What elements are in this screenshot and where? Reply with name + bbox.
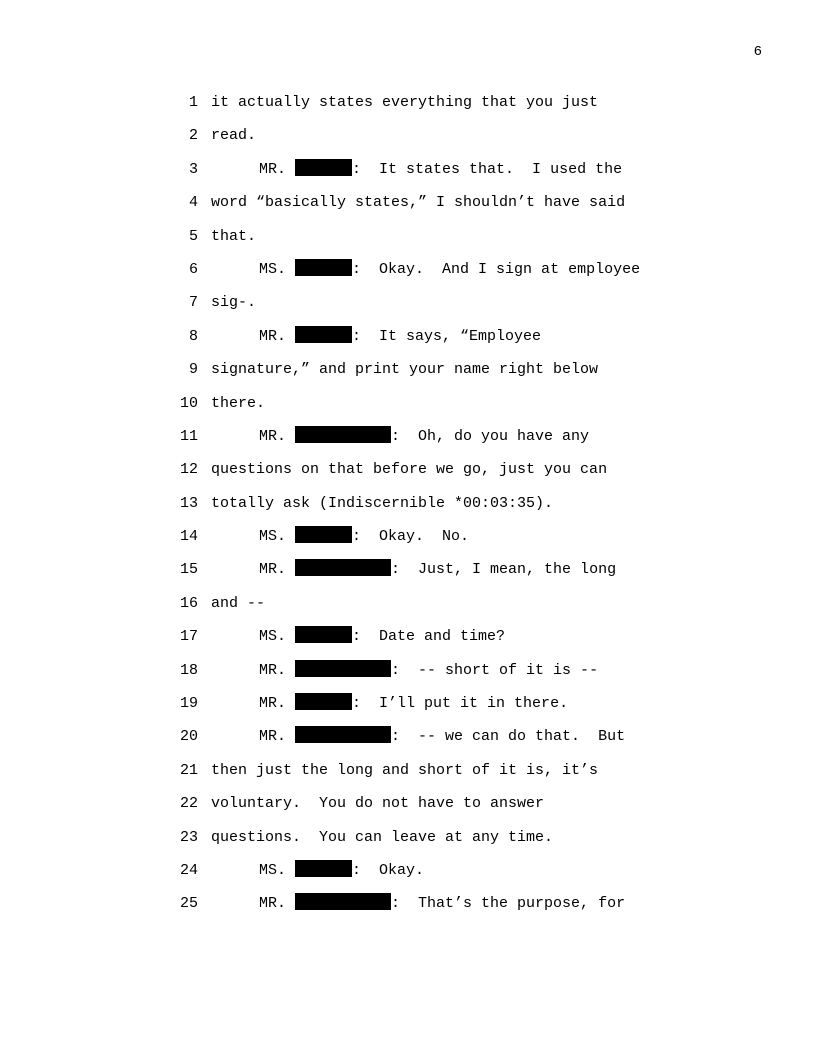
- redacted-name-block: [295, 726, 391, 743]
- line-number: 13: [179, 494, 198, 512]
- spoken-text: voluntary. You do not have to answer: [211, 795, 545, 813]
- speaker-line-text: [211, 626, 505, 648]
- transcript-line: [0, 493, 816, 526]
- line-text: [211, 192, 625, 214]
- spoken-text: : Date and time?: [352, 628, 506, 646]
- spoken-text: : -- short of it is --: [391, 661, 599, 679]
- transcript-line: [0, 860, 816, 893]
- line-number: 24: [179, 861, 198, 879]
- spoken-text: : Just, I mean, the long: [391, 561, 617, 579]
- line-number: 25: [179, 895, 198, 913]
- line-text: [211, 359, 598, 381]
- redacted-name-block: [295, 259, 352, 276]
- transcript-line: [0, 526, 816, 559]
- speaker-title: MR.: [259, 661, 287, 679]
- speaker-line-text: [211, 726, 625, 748]
- transcript-line: [0, 359, 816, 392]
- speaker-line-text: [211, 893, 625, 915]
- line-number: 22: [179, 795, 198, 813]
- speaker-line-text: [211, 559, 616, 581]
- spoken-text: there.: [211, 394, 266, 412]
- line-number: 10: [179, 394, 198, 412]
- spoken-text: word “basically states,” I shouldn’t have said: [211, 194, 626, 212]
- redacted-name-block: [295, 159, 352, 176]
- transcript-line: [0, 292, 816, 325]
- speaker-line-text: [211, 860, 424, 882]
- spoken-text: read.: [211, 127, 257, 145]
- line-text: [211, 493, 553, 515]
- speaker-title: MS.: [259, 528, 287, 546]
- speaker-title: MR.: [259, 695, 287, 713]
- speaker-line-text: [211, 159, 622, 181]
- transcript-line: [0, 159, 816, 192]
- speaker-title: MS.: [259, 628, 287, 646]
- spoken-text: that.: [211, 227, 257, 245]
- speaker-line-text: [211, 660, 598, 682]
- spoken-text: then just the long and short of it is, it’s: [211, 761, 599, 779]
- transcript-line: [0, 559, 816, 592]
- spoken-text: and --: [211, 594, 266, 612]
- spoken-text: sig-.: [211, 294, 257, 312]
- line-number: 3: [188, 160, 198, 178]
- transcript-line: [0, 793, 816, 826]
- line-text: [211, 827, 553, 849]
- transcript-line: [0, 660, 816, 693]
- line-number: 9: [188, 361, 198, 379]
- transcript-line: [0, 92, 816, 125]
- speaker-line-text: [211, 426, 589, 448]
- spoken-text: it actually states everything that you just: [211, 94, 599, 111]
- speaker-title: MS.: [259, 861, 287, 879]
- speaker-title: MR.: [259, 327, 287, 345]
- redacted-name-block: [295, 660, 391, 677]
- line-text: [211, 125, 256, 147]
- transcript-body: [0, 92, 816, 927]
- speaker-line-text: [211, 693, 568, 715]
- speaker-title: MS.: [259, 260, 287, 278]
- spoken-text: : It says, “Employee: [352, 327, 542, 345]
- spoken-text: totally ask (Indiscernible *00:03:35).: [211, 494, 554, 512]
- speaker-title: MR.: [259, 160, 287, 178]
- transcript-line: [0, 693, 816, 726]
- line-number: 7: [188, 294, 198, 312]
- speaker-line-text: [211, 259, 640, 281]
- transcript-line: [0, 726, 816, 759]
- spoken-text: : Okay. No.: [352, 528, 470, 546]
- line-text: [211, 593, 265, 615]
- line-number: 6: [188, 260, 198, 278]
- spoken-text: : I’ll put it in there.: [352, 695, 569, 713]
- redacted-name-block: [295, 860, 352, 877]
- transcript-line: [0, 760, 816, 793]
- speaker-title: MR.: [259, 728, 287, 746]
- line-number: 16: [179, 594, 198, 612]
- speaker-title: MR.: [259, 895, 287, 913]
- spoken-text: : Okay.: [352, 861, 425, 879]
- line-number: 11: [179, 427, 198, 445]
- transcript-line: [0, 259, 816, 292]
- transcript-line: [0, 426, 816, 459]
- transcript-line: [0, 626, 816, 659]
- line-number: 17: [179, 628, 198, 646]
- spoken-text: : Oh, do you have any: [391, 427, 590, 445]
- spoken-text: : Okay. And I sign at employee: [352, 260, 641, 278]
- spoken-text: questions on that before we go, just you can: [211, 461, 608, 479]
- speaker-title: MR.: [259, 427, 287, 445]
- line-text: [211, 459, 607, 481]
- line-number: 14: [179, 528, 198, 546]
- line-text: [211, 393, 265, 415]
- line-number: 21: [179, 761, 198, 779]
- redacted-name-block: [295, 426, 391, 443]
- line-number: 1: [188, 94, 198, 111]
- line-text: [211, 793, 544, 815]
- transcript-line: [0, 192, 816, 225]
- spoken-text: questions. You can leave at any time.: [211, 828, 554, 846]
- line-text: [211, 292, 256, 314]
- line-number: 19: [179, 695, 198, 713]
- line-number: 2: [188, 127, 198, 145]
- speaker-title: MR.: [259, 561, 287, 579]
- line-number: 23: [179, 828, 198, 846]
- spoken-text: : That’s the purpose, for: [391, 895, 626, 913]
- redacted-name-block: [295, 559, 391, 576]
- spoken-text: : It states that. I used the: [352, 160, 623, 178]
- line-number: 12: [179, 461, 198, 479]
- page-number: 6: [753, 44, 762, 60]
- line-text: [211, 92, 598, 114]
- line-number: 18: [179, 661, 198, 679]
- transcript-line: [0, 226, 816, 259]
- spoken-text: signature,” and print your name right below: [211, 361, 599, 379]
- redacted-name-block: [295, 626, 352, 643]
- transcript-line: [0, 459, 816, 492]
- transcript-line: [0, 393, 816, 426]
- redacted-name-block: [295, 693, 352, 710]
- transcript-line: [0, 893, 816, 926]
- line-number: 15: [179, 561, 198, 579]
- speaker-line-text: [211, 526, 469, 548]
- line-text: [211, 760, 598, 782]
- speaker-line-text: [211, 326, 541, 348]
- redacted-name-block: [295, 893, 391, 910]
- transcript-line: [0, 827, 816, 860]
- line-number: 8: [188, 327, 198, 345]
- line-number: 5: [188, 227, 198, 245]
- redacted-name-block: [295, 526, 352, 543]
- transcript-line: [0, 593, 816, 626]
- transcript-line: [0, 326, 816, 359]
- transcript-line: [0, 125, 816, 158]
- line-number: 20: [179, 728, 198, 746]
- line-text: [211, 226, 256, 248]
- spoken-text: : -- we can do that. But: [391, 728, 626, 746]
- redacted-name-block: [295, 326, 352, 343]
- line-number: 4: [188, 194, 198, 212]
